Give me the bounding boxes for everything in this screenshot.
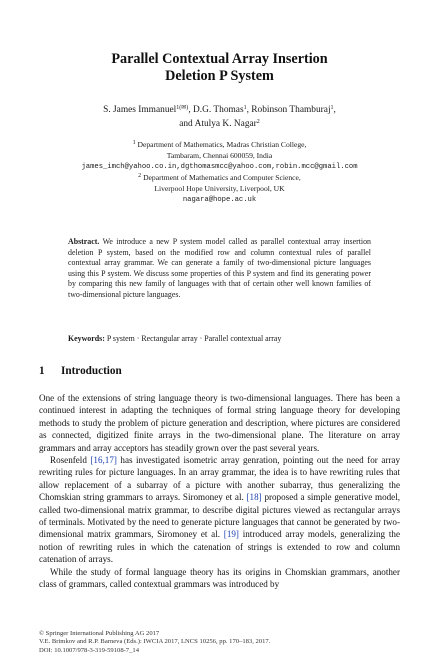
author-comma: , <box>333 105 336 115</box>
author-thamburaj-sup: 1 <box>330 105 334 111</box>
keywords <box>68 334 371 345</box>
author-immanuel: S. James Immanuel <box>103 105 177 115</box>
intro-p2-part-c: proposed a simple generative model, called two-dimensional matrix grammar, to describe digital pictures viewed as rectangular arrays of terminals. Motivated by the need to generate picture languages that cannot be generated by two-dimensional matrix grammars, Siromoney et al. <box>39 492 400 540</box>
paper-title-line1: Parallel Contextual Array Insertion <box>111 51 328 67</box>
citation-link-16-17[interactable]: [16,17] <box>90 455 117 466</box>
affiliation-1-dept: Department of Mathematics, Madras Christian College, <box>137 140 307 149</box>
section-heading <box>39 364 400 378</box>
keywords-text: P system · Rectangular array · Parallel contextual array <box>106 334 282 343</box>
author-nagar-sup: 2 <box>256 119 260 125</box>
affiliation-1-sup: 1 <box>132 140 136 146</box>
abstract-label: Abstract. <box>68 237 100 246</box>
affiliation-1-emails: james_imch@yahoo.co.in,dgthomasmcc@yahoo.com,robin.mcc@gmail.com <box>81 163 358 171</box>
abstract <box>68 237 371 301</box>
author-nagar: and Atulya K. Nagar <box>179 119 257 129</box>
paper-title-line2: Deletion P System <box>165 68 274 84</box>
citation-link-18[interactable]: [18] <box>246 492 262 503</box>
intro-p2-part-a: Rosenfeld <box>50 455 91 466</box>
citation-link-19[interactable]: [19] <box>223 529 239 540</box>
affiliation-2-dept: Department of Mathematics and Computer Science, <box>143 173 301 182</box>
affiliation-2-line2: Liverpool Hope University, Liverpool, UK <box>154 184 285 193</box>
abstract-text: We introduce a new P system model called as parallel contextual array insertion deletion P system, based on the modified row and column contextual rules of parallel contextual array grammar. We can generate a family of two-dimensional picture languages using this P system. We discuss some properties of this P system and find its generating power by comparing this new family of languages with that of certain other well known families of two-dimensional picture languages. <box>68 237 371 299</box>
footer-copyright: © Springer International Publishing AG 2017 <box>39 630 160 637</box>
authors-line2 <box>0 118 439 130</box>
authors-line1 <box>0 104 439 116</box>
author-thamburaj: , Robinson Thamburaj <box>246 105 331 115</box>
intro-p2-part-b: has investigated isometric array genration, pointing out the need for array rewriting rules for picture languages. In an array grammar, the idea is to have rewriting rules that allow replacement of a subarray of a picture with another subarray, thus generalizing the Chomskian string grammars to arrays. Siromoney et al. <box>39 455 400 503</box>
section-title: Introduction <box>61 365 122 377</box>
intro-paragraph-2 <box>39 454 400 566</box>
affiliation-2-email: nagara@hope.ac.uk <box>182 196 257 204</box>
intro-p2-part-d: introduced array models, generalizing the notion of rewriting rules in which the catenation of strings is extended to row and column catenation of arrays. <box>39 529 400 565</box>
affiliation-1-line1 <box>0 140 439 150</box>
intro-paragraph-1: One of the extensions of string language theory is two-dimensional languages. There has been a continued interest in adapting the techniques of formal string language theory for developing methods to study the problem of picture generation and description, where pictures are considered as connected, digitized finite arrays in the two-dimensional plane. The literature on array grammars and array acceptors has steadily grown over the past several years. <box>39 393 400 453</box>
footer-citation: V.E. Brimkov and R.P. Barneva (Eds.): IWCIA 2017, LNCS 10256, pp. 170–183, 2017. <box>39 638 271 646</box>
affiliation-2-line1 <box>0 173 439 183</box>
affiliation-1-line2: Tambaram, Chennai 600059, India <box>166 151 273 160</box>
author-thomas: , D.G. Thomas <box>188 105 244 115</box>
footer-doi: DOI: 10.1007/978-3-319-59108-7_14 <box>39 646 139 654</box>
introduction-body <box>39 392 400 591</box>
section-number: 1 <box>39 365 45 377</box>
copyright-footer <box>39 630 400 655</box>
author-thomas-sup: 1 <box>243 105 247 111</box>
intro-paragraph-3: While the study of formal language theory has its origins in Chomskian grammars, another class of grammars, called contextual grammars was introduced by <box>39 566 400 590</box>
affiliation-2-sup: 2 <box>138 173 142 179</box>
author-immanuel-sup: 1(✉) <box>176 105 189 111</box>
keywords-label: Keywords: <box>68 334 105 343</box>
